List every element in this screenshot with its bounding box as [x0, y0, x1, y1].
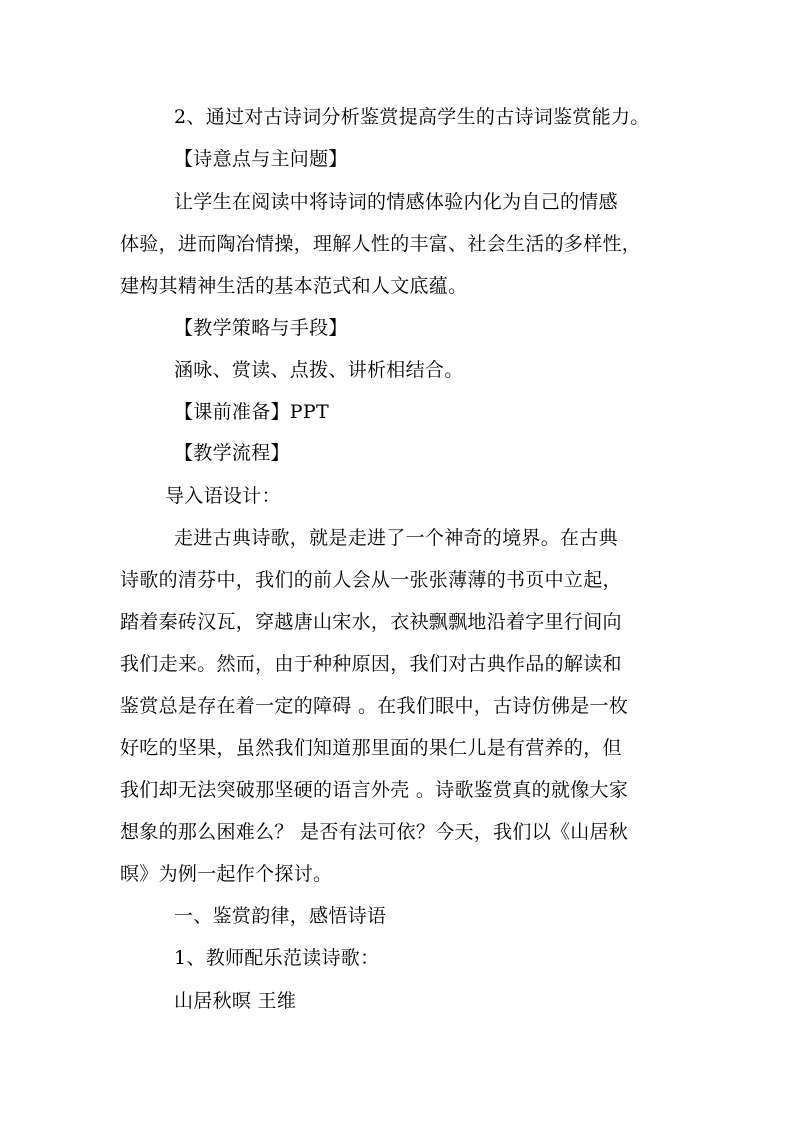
paragraph-line: 体验，进而陶冶情操，理解人性的丰富、社会生活的多样性，	[120, 233, 642, 255]
paragraph-line: 建构其精神生活的基本范式和人文底蕴。	[120, 275, 468, 297]
paragraph-line: 好吃的坚果，虽然我们知道那里面的果仁儿是有营养的，但	[120, 737, 622, 759]
paragraph-line: 走进古典诗歌，就是走进了一个神奇的境界。在古典	[174, 527, 618, 549]
paragraph-line: 让学生在阅读中将诗词的情感体验内化为自己的情感	[174, 191, 618, 213]
poem-title-author: 山居秋暝 王维	[174, 990, 297, 1012]
heading-preparation: 【课前准备】PPT	[174, 401, 329, 423]
paragraph-line: 鉴赏总是存在着一定的障碍 。在我们眼中，古诗仿佛是一枚	[120, 695, 629, 717]
paragraph-line: 踏着秦砖汉瓦，穿越唐山宋水，衣袂飘飘地沿着字里行间向	[120, 611, 622, 633]
heading-poetic-points: 【诗意点与主问题】	[174, 148, 348, 170]
paragraph-line: 我们走来。然而，由于种种原因，我们对古典作品的解读和	[120, 653, 622, 675]
step-heading-1: 1、教师配乐范读诗歌：	[174, 947, 380, 969]
heading-teaching-strategy: 【教学策略与手段】	[174, 317, 348, 339]
paragraph-line: 诗歌的清芬中，我们的前人会从一张张薄薄的书页中立起，	[120, 569, 622, 591]
heading-teaching-flow: 【教学流程】	[174, 442, 290, 464]
paragraph-line: 涵咏、赏读、点拨、讲析相结合。	[174, 359, 464, 381]
section-heading-1: 一、鉴赏韵律，感悟诗语	[174, 905, 387, 927]
paragraph-line: 我们却无法突破那坚硬的语言外壳 。诗歌鉴赏真的就像大家	[120, 779, 629, 801]
objective-2: 2、通过对古诗词分析鉴赏提高学生的古诗词鉴赏能力。	[174, 106, 650, 128]
paragraph-line: 想象的那么困难么？ 是否有法可依？今天，我们以《山居秋	[120, 821, 629, 843]
subheading-intro-design: 导入语设计：	[165, 485, 281, 507]
paragraph-line: 暝》为例一起作个探讨。	[120, 863, 333, 885]
